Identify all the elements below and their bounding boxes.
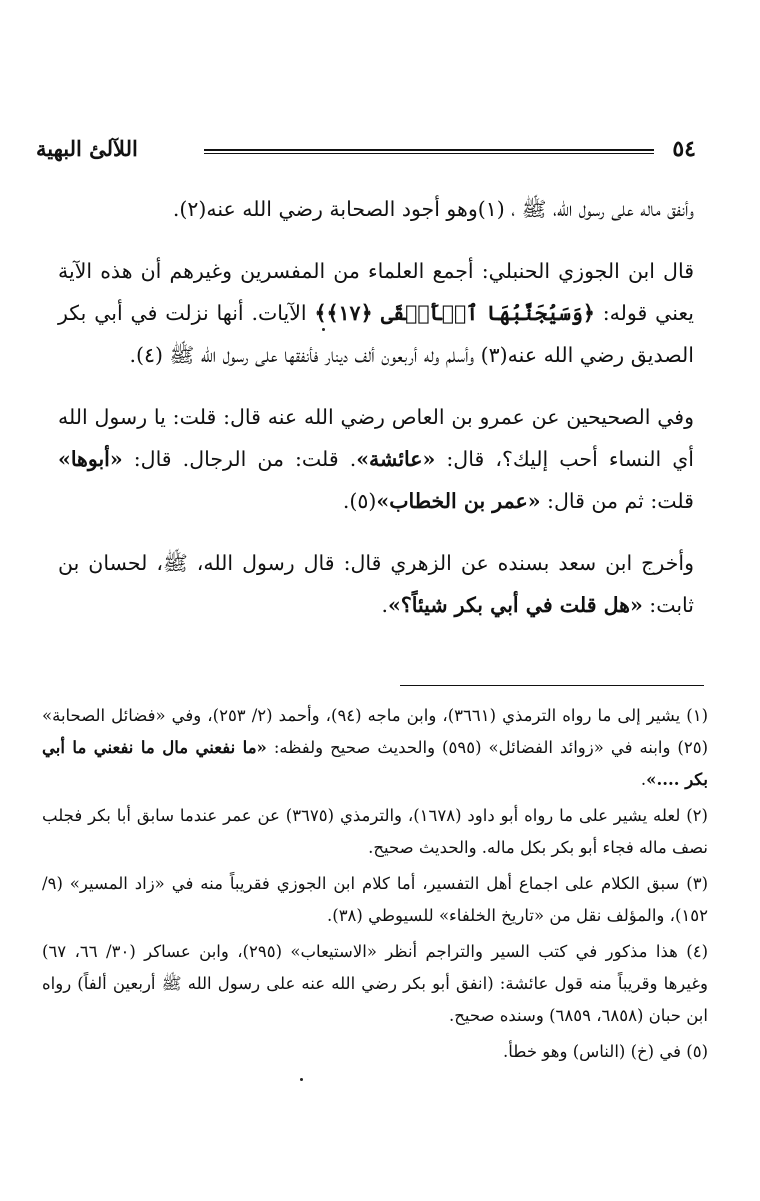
footnote-1	[42, 700, 708, 796]
print-speck	[322, 328, 325, 331]
header-rule	[204, 149, 654, 154]
paragraph-2-text-b: الآيات. أنها نزلت في أبي بكر الصديق رضي الله عنه(٣) وأسلم وله أربعون ألف دينار فأنفقها على رسول الله ﷺ (٤).	[58, 301, 694, 367]
paragraph-3-text-d: (٥).	[342, 489, 377, 513]
paragraph-4	[58, 542, 694, 626]
page-number: ٥٤	[672, 136, 696, 162]
footnotes	[42, 700, 708, 1072]
footnote-5: (٥) في (خ) (الناس) وهو خطأ.	[503, 1042, 708, 1061]
paragraph-3-text-b: . قلت: من الرجال. قال:	[122, 447, 357, 471]
footnote-3: (٣) سبق الكلام على اجماع أهل التفسير، أما كلام ابن الجوزي فقريباً منه في «زاد المسير» (٩/ ١٥٢)، والمؤلف نقل من «تاريخ الخلفاء» للسيوطي (٣٨).	[42, 874, 708, 925]
book-title: اللآلئ البهية	[36, 136, 138, 161]
quote-umar: «عمر بن الخطاب»	[376, 489, 541, 513]
paragraph-4-text-a: وأخرج ابن سعد بسنده عن الزهري قال: قال رسول الله، ﷺ، لحسان بن ثابت:	[58, 551, 694, 617]
quote-hadith: «هل قلت في أبي بكر شيئاً؟»	[388, 593, 643, 617]
quote-abuha: «أبوها»	[58, 447, 123, 471]
footnote-1-quote: «ما نفعني مال ما نفعني ما أبي بكر ....»	[42, 738, 708, 789]
paragraph-3-text-c: قلت: ثم من قال:	[540, 489, 694, 513]
running-header	[36, 138, 696, 162]
paragraph-1: وأنفق ماله على رسول الله، ﷺ ، (١)وهو أجود الصحابة رضي الله عنه(٢).	[172, 197, 694, 221]
print-speck	[300, 1078, 303, 1081]
paragraph-2-text-a: قال ابن الجوزي الحنبلي: أجمع العلماء من المفسرين وغيرهم أن هذه الآية يعني قوله:	[58, 259, 695, 325]
paragraph-4-text-c: .	[381, 593, 389, 617]
paragraph-3	[58, 396, 694, 522]
paragraph-3-text-a: وفي الصحيحين عن عمرو بن العاص رضي الله عنه قال: قلت: يا رسول الله أي النساء أحب إليك؟، قال:	[58, 405, 694, 471]
footnote-4: (٤) هذا مذكور في كتب السير والتراجم أنظر «الاستيعاب» (٢٩٥)، وابن عساكر (٣٠/ ٦٦، ٦٧) وغيرها وقريباً منه قول عائشة: (انفق أبو بكر رضي الله عنه على رسول الله ﷺ أربعين ألفاً) رواه ابن حبان (٦٨٥٨، ٦٨٥٩) وسنده صحيح.	[42, 942, 708, 1025]
footnote-1-end: .	[640, 770, 647, 789]
quote-aisha: «عائشة»	[356, 447, 436, 471]
paragraph-2	[58, 250, 694, 376]
main-text	[58, 188, 694, 646]
footnote-1-text: (١) يشير إلى ما رواه الترمذي (٣٦٦١)، وابن ماجه (٩٤)، وأحمد (٢/ ٢٥٣)، وفي «فضائل الصحابة» (٢٥) وابنه في «زوائد الفضائل» (٥٩٥) والحديث صحيح ولفظه:	[42, 706, 709, 757]
footnote-2: (٢) لعله يشير على ما رواه أبو داود (١٦٧٨)، والترمذي (٣٦٧٥) عن عمر عندما سابق أبا بكر فجلب نصف ماله فجاء أبو بكر بكل ماله. والحديث صحيح.	[42, 806, 708, 857]
footnote-separator	[400, 685, 704, 686]
quran-verse: ﴿وَسَيُجَنَّبُهَا ٱلۡأَتۡقَى ﴿١٧﴾﴾	[314, 301, 595, 325]
